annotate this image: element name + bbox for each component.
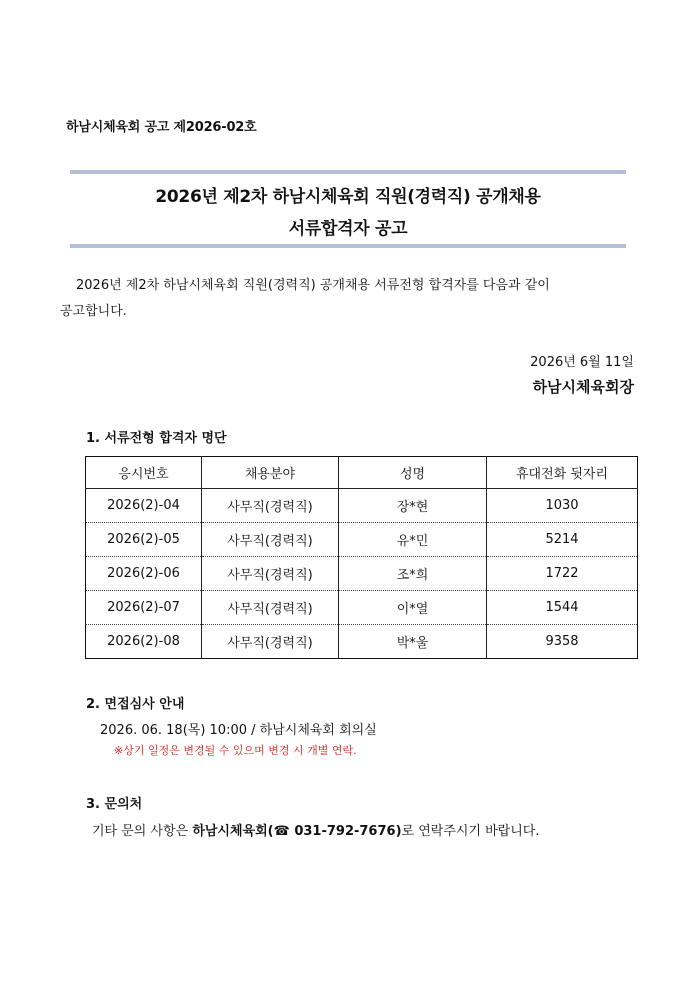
- interview-schedule: 2026. 06. 18(목) 10:00 / 하남시체육회 회의실: [100, 723, 377, 738]
- cell-applicant-number: 2026(2)-05: [86, 523, 202, 557]
- cell-applicant-number: 2026(2)-08: [107, 634, 180, 649]
- cell-field: 사무직(경력직): [202, 557, 339, 591]
- cell-name: 박*울: [339, 625, 487, 659]
- table-row: [86, 523, 638, 557]
- issuer-signature: 하남시체육회장: [532, 378, 634, 396]
- schedule-change-note: ※상기 일정은 변경될 수 있으며 변경 시 개별 연락.: [114, 744, 357, 757]
- intro-line-1: 2026년 제2차 하남시체육회 직원(경력직) 공개채용 서류전형 합격자를 다음과 같이: [76, 278, 550, 293]
- cell-name: 유*민: [339, 523, 487, 557]
- intro-paragraph: [60, 273, 640, 325]
- section-1-heading: 1. 서류전형 합격자 명단: [86, 431, 227, 446]
- announcement-number: 하남시체육회 공고 제2026-02호: [66, 120, 257, 135]
- cell-field: 사무직(경력직): [202, 591, 339, 625]
- cell-phone-digits: 5214: [487, 523, 638, 557]
- column-header-applicant-number: 응시번호: [86, 457, 202, 489]
- applicant-table: [85, 456, 638, 659]
- table-row: [86, 625, 638, 659]
- contact-prefix: 기타 문의 사항은: [92, 824, 193, 839]
- cell-field: 사무직(경력직): [202, 523, 339, 557]
- section-2-heading: 2. 면접심사 안내: [86, 697, 185, 712]
- contact-suffix: 로 연락주시기 바랍니다.: [401, 824, 540, 839]
- table-header-row: [86, 457, 638, 489]
- column-header-field: 채용분야: [202, 457, 339, 489]
- section-3-heading: 3. 문의처: [86, 797, 143, 812]
- cell-applicant-number: 2026(2)-06: [86, 557, 202, 591]
- cell-field: 사무직(경력직): [202, 625, 339, 659]
- cell-phone-digits: 9358: [487, 625, 638, 659]
- page-subtitle: 서류합격자 공고: [288, 219, 408, 239]
- cell-field: 사무직(경력직): [202, 489, 339, 523]
- cell-applicant-number: 2026(2)-04: [86, 489, 202, 523]
- column-header-phone-digits: 휴대전화 뒷자리: [487, 457, 638, 489]
- title-rule-bottom: [70, 244, 626, 248]
- contact-sentence: [92, 820, 540, 839]
- cell-phone-digits: 1544: [487, 591, 638, 625]
- contact-info: 하남시체육회(☎ 031-792-7676): [192, 824, 402, 839]
- title-rule-top: [70, 170, 626, 174]
- intro-line-2: 공고합니다.: [60, 304, 127, 319]
- announcement-date: 2026년 6월 11일: [530, 355, 634, 370]
- cell-name: 이*열: [339, 591, 487, 625]
- column-header-name: 성명: [339, 457, 487, 489]
- table-row: [86, 489, 638, 523]
- page-title: 2026년 제2차 하남시체육회 직원(경력직) 공개채용: [155, 187, 541, 207]
- cell-applicant-number: 2026(2)-07: [86, 591, 202, 625]
- table-row: [86, 591, 638, 625]
- cell-phone-digits: 1030: [487, 489, 638, 523]
- cell-phone-digits: 1722: [487, 557, 638, 591]
- title-box: [70, 170, 626, 248]
- cell-name: 장*현: [339, 489, 487, 523]
- cell-name: 조*희: [339, 557, 487, 591]
- table-row: [86, 557, 638, 591]
